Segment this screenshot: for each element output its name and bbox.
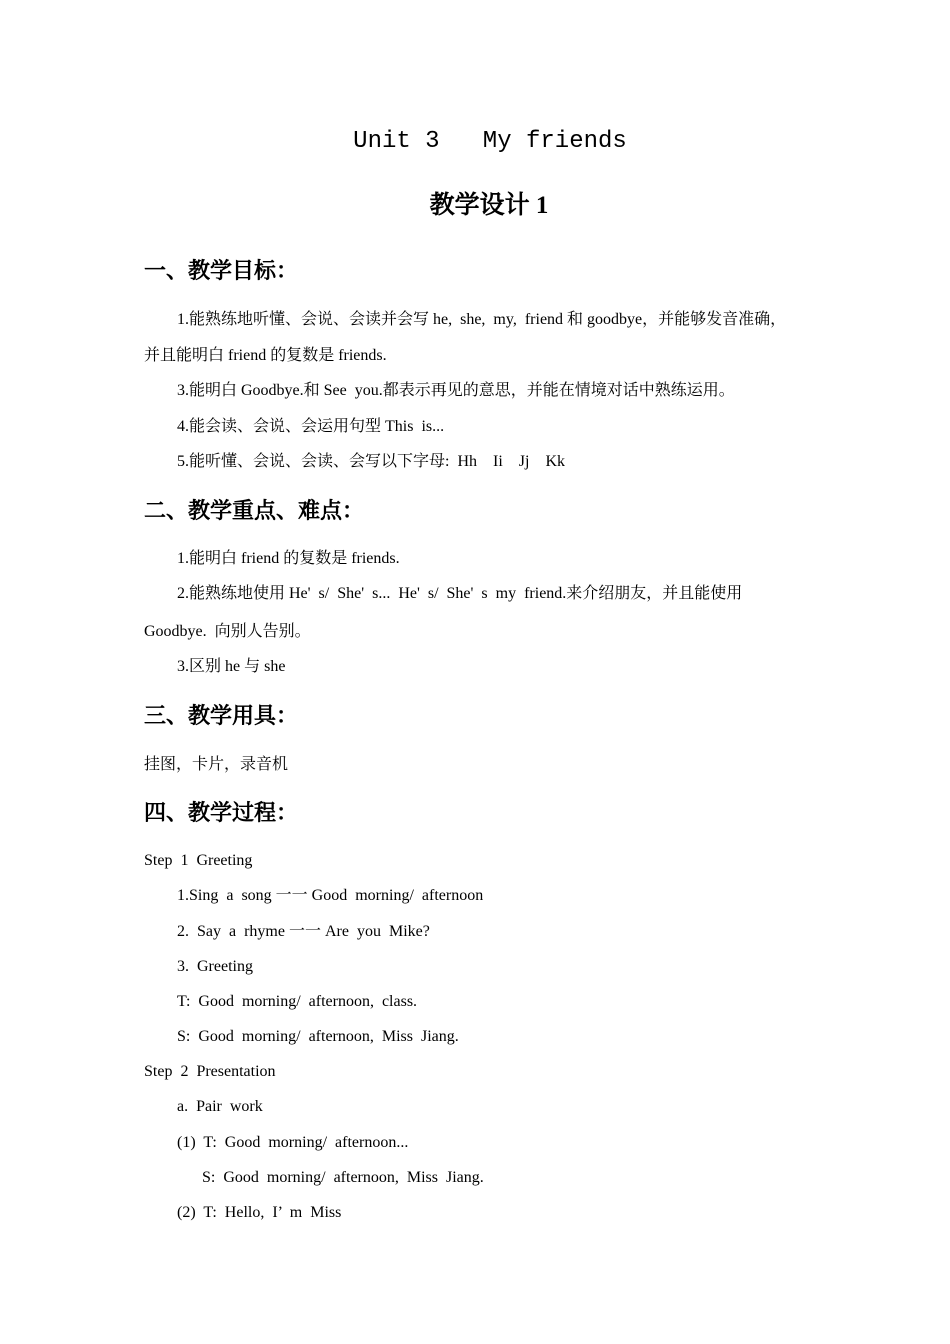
step-1-student-line: S: Good morning/ afternoon, Miss Jiang. <box>177 1028 459 1045</box>
unit-title: Unit 3 My friends <box>353 128 627 155</box>
key-point-2-line-1: 2.能熟练地使用 He' s/ She' s... He' s/ She' s my friend.来介绍朋友，并且能使用 <box>177 585 743 602</box>
step-2-teacher-line-2: (2) T: Hello, I’ m Miss <box>177 1204 342 1221</box>
key-point-3: 3.区别 he 与 she <box>177 658 286 675</box>
objective-3: 3.能明白 Goodbye.和 See you.都表示再见的意思，并能在情境对话中熟练运用。 <box>177 382 735 399</box>
step-2-pair-work: a. Pair work <box>177 1098 263 1115</box>
tools-list: 挂图，卡片，录音机 <box>144 756 289 773</box>
objective-4: 4.能会读、会说、会运用句型 This is... <box>177 418 445 435</box>
step-2-teacher-line-1: (1) T: Good morning/ afternoon... <box>177 1134 409 1151</box>
step-1-item-2: 2. Say a rhyme 一一 Are you Mike? <box>177 923 430 940</box>
step-2-student-line-1: S: Good morning/ afternoon, Miss Jiang. <box>202 1169 484 1186</box>
objective-1-line-1: 1.能熟练地听懂、会说、会读并会写 he, she, my, friend 和 goodbye，并能够发音准确， <box>177 311 787 328</box>
key-point-1: 1.能明白 friend 的复数是 friends. <box>177 550 400 567</box>
step-1-item-3: 3. Greeting <box>177 958 253 975</box>
key-point-2-line-2: Goodbye. 向别人告别。 <box>144 623 311 640</box>
objective-1-line-2: 并且能明白 friend 的复数是 friends. <box>144 347 387 364</box>
design-title: 教学设计 1 <box>429 192 549 219</box>
step-1-title: Step 1 Greeting <box>144 852 253 869</box>
section-heading-objectives: 一、教学目标： <box>144 258 299 283</box>
objective-5: 5.能听懂、会说、会读、会写以下字母: Hh Ii Jj Kk <box>177 453 566 470</box>
section-heading-process: 四、教学过程： <box>144 800 299 825</box>
step-1-teacher-line: T: Good morning/ afternoon, class. <box>177 993 418 1010</box>
section-heading-tools: 三、教学用具： <box>144 703 299 728</box>
step-1-item-1: 1.Sing a song 一一 Good morning/ afternoon <box>177 887 484 904</box>
section-heading-key-points: 二、教学重点、难点： <box>144 498 365 523</box>
step-2-title: Step 2 Presentation <box>144 1063 276 1080</box>
